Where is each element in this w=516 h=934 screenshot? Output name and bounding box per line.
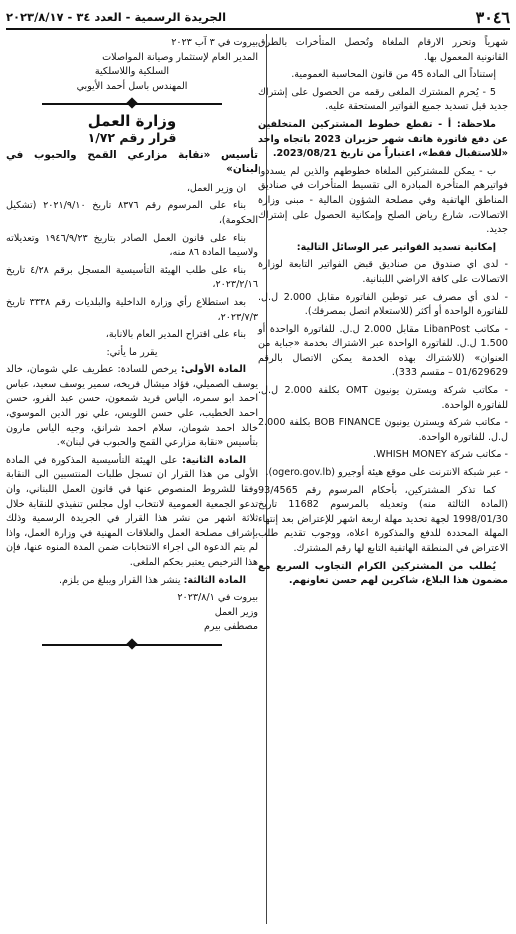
minister-title: وزير العمل: [214, 606, 258, 618]
closing-paragraph: يُطلب من المشتركين الكرام التجاوب السريع مع مضمون هذا البلاغ، شاكرين لهم حسن تعاونهم.: [258, 560, 508, 587]
preamble-line: بناء على اقتراح المدير العام بالانابة،: [105, 329, 246, 341]
minister-name: مصطفى بيرم: [203, 621, 258, 633]
decree-title: تأسيس «نقابة مزارعي القمح والحبوب في لبنان»: [6, 148, 258, 176]
closing-date: بيروت في ٢٠٢٣/٨/١: [177, 592, 258, 604]
decree-number: قرار رقم ١/٧٢: [87, 129, 177, 145]
article-label: المادة الثانية:: [181, 454, 246, 466]
note-paragraph: ملاحظة: أ - تقطع خطوط المشتركين المتخلفين عن دفع فاتورة هاتف شهر حزيران 2023 باتجاه واحد «للاستقبال فقط»، اعتباراً من تاريخ 2023/08/21.: [258, 118, 508, 160]
paragraph: إستناداً الى المادة 45 من قانون المحاسبة العمومية.: [291, 69, 496, 81]
preamble-line: بناء على طلب الهيئة التأسيسية المسجل برقم ٤/٢٨ تاريخ ٢٠٢٣/٢/١٦،: [6, 264, 258, 291]
list-item: - مكاتب شركة WHISH MONEY.: [373, 449, 508, 461]
article: [6, 363, 258, 451]
decides-line: يقرر ما يأتي:: [106, 346, 158, 358]
article-label: المادة الثالثة:: [183, 574, 246, 586]
ministry-heading: وزارة العمل: [87, 112, 177, 131]
list-item: - مكاتب LibanPost مقابل 2.000 ل.ل. للفاتورة الواحدة أو 1.500 ل.ل. للفاتورة الواحدة عبر الاشتراك بخدمة «جباية من العنوان» (للاشتراك بهذه الخدمة يمكن الاتصال بالرقم 01/629629 – مقسم 333).: [258, 323, 509, 379]
page-number: ٣٠٤٦: [475, 7, 510, 27]
article: [6, 454, 258, 571]
list-item: - مكاتب شركة ويسترن يونيون OMT بكلفة 2.000 ل.ل. للفاتورة الواحدة.: [258, 385, 508, 411]
paragraph: شهرياً وتحرر الارقام الملغاة وتُحصل المتأخرات بالطرق القانونية المعمول بها.: [258, 37, 508, 63]
paragraph: 5 - يُحرم المشترك الملغى رقمه من الحصول على إشتراك جديد قبل تسديد جميع الفواتير المستحقة عليه.: [258, 86, 508, 113]
signature-line: بيروت في ٣ آب ٢٠٢٣: [171, 37, 258, 48]
article: [6, 574, 258, 589]
list-item: - عبر شبكة الانترنت على موقع هيئة أوجيرو (ogero.gov.lb).: [265, 467, 508, 479]
signature-line: المدير العام لإستثمار وصيانة المواصلات: [102, 51, 258, 63]
signature-line: المهندس باسل أحمد الأيوبي: [76, 80, 188, 92]
paragraph: ب - يمكن للمشتركين الملغاة خطوطهم والذين لم يسددوا فواتيرهم المتأخرة المبادرة الى تقسيط المتأخرات في صناديق المناطق الهاتفية وفي مصلحة الشؤون المالية - مبنى وزارة الاتصالات، شارع رياض الصلح وإمكانية الحصول على إشتراك جديد.: [258, 165, 508, 236]
preamble-line: بناء على قانون العمل الصادر بتاريخ ١٩٤٦/٩/٢٣ وتعديلاته ولاسيما المادة ٨٦ منه،: [6, 232, 258, 259]
page-header: [6, 6, 510, 30]
right-column: [258, 36, 508, 592]
paragraph: كما تذكر المشتركين، بأحكام المرسوم رقم 93/4565 (المادة الثالثة منه) وتعديله بالمرسوم 11682 تاريخ 1998/01/30 لجهة تحديد مهلة اربعة اشهر للإعتراض بعد إنتهاء المهلة المحددة للدفع والمذكورة اعلاه، ووجوب تقديم طلب الاعتراض في المنطقة الهاتفية التابع لها رقم المشترك.: [258, 484, 509, 554]
article-text: يرخص للسادة: عطريف علي شومان، خالد يوسف الصميلي، فؤاد ميشال فريخه، سمير يوسف سعيد، عباس احمد ابو سمره، الياس فريد شمعون، حسن عبد الفرو، حسن احمد الخطيب، علي حسن اللويس، علي نور الدين الموسوي، خالد احمد شومان، سلام احمد شرانق، وجيه الياس مارون بتأسيس «نقابة مزارعي القمح والحبوب في لبنان».: [6, 364, 258, 449]
list-item: - لدى أي مصرف عبر توطين الفاتورة مقابل 2.000 ل.ل. للفاتورة الواحدة أو أكثر (للاستعلام اتصل بمصرفك).: [258, 291, 508, 318]
list-item: - مكاتب شركة ويسترن يونيون BOB FINANCE بكلفة 2.000 ل.ل. للفاتورة الواحدة.: [258, 417, 508, 443]
left-column: [6, 36, 258, 655]
preamble-line: بناء على المرسوم رقم ٨٣٧٦ تاريخ ٢٠٢١/٩/١٠ (تشكيل الحكومة)،: [6, 200, 258, 226]
payment-methods-heading: إمكانية تسديد الفواتير عبر الوسائل التالية:: [296, 241, 496, 253]
section-separator: [42, 640, 222, 650]
article-text: ينشر هذا القرار ويبلغ من يلزم.: [58, 574, 181, 586]
section-separator: [42, 99, 222, 109]
article-label: المادة الأولى:: [180, 364, 246, 376]
preamble-line: ان وزير العمل،: [186, 182, 246, 194]
article-text: على الهيئة التأسيسية المذكورة في المادة الأولى من هذا القرار ان تسجل طلبات المنتسبين الى النقابة وفقا للشروط المنصوص عنها في قانون العمل اللبناني، وان تدعو الجمعية العمومية لانتخاب اول مجلس تنفيذي للنقابة خلال ثلاثة اشهر من نشر هذا القرار في الجريدة الرسمية وذلك بإشراف مصلحة العمل والعلاقات المهنية في وزارة العمل، واذا لم يتم الدعوة الى اجراء الانتخابات ضمن المدة المنوه عنها، فإن هذا الترخيص يعتبر بحكم الملغى.: [6, 454, 258, 568]
preamble-line: بعد استطلاع رأي وزارة الداخلية والبلديات رقم ٣٣٣٨ تاريخ ٢٠٢٣/٧/٣،: [6, 296, 258, 323]
signature-line: السلكية واللاسلكية: [94, 66, 170, 78]
list-item: - لدى اي صندوق من صناديق قبض الفواتير التابعة لوزارة الاتصالات على كافة الاراضي اللبنانية.: [258, 259, 508, 285]
gazette-title: الجريدة الرسمية - العدد ٣٤ - ٢٠٢٣/٨/١٧: [6, 10, 227, 24]
